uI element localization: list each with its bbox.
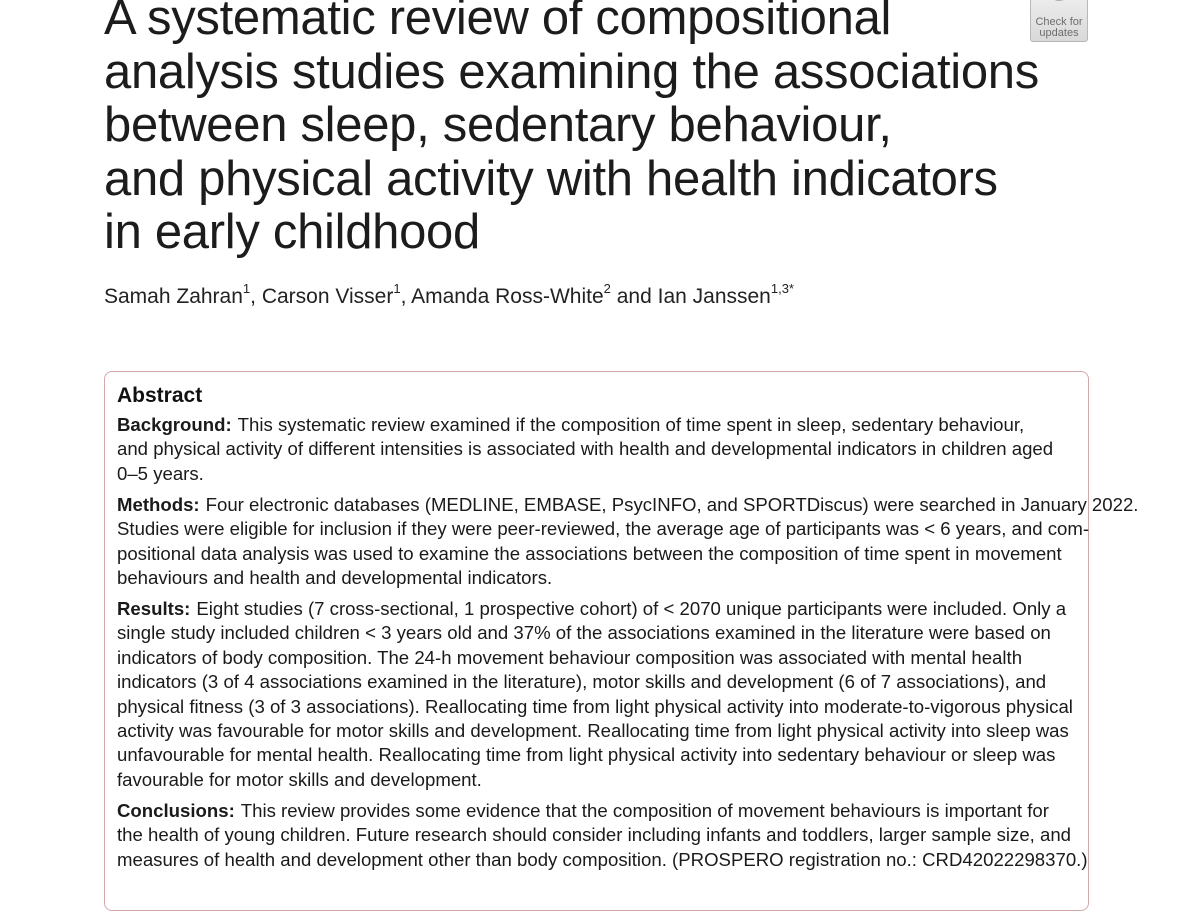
author-name[interactable]: Amanda Ross-White — [411, 285, 604, 308]
abstract-methods — [117, 493, 1139, 591]
author-separator: and — [610, 285, 658, 308]
section-text: Eight studies (7 cross-sectional, 1 prospective cohort) of < 2070 unique participants were included. Only a — [196, 598, 1067, 619]
author-name[interactable]: Carson Visser — [261, 285, 394, 308]
check-for-updates-icon — [1045, 0, 1073, 3]
text-line: Studies were eligible for inclusion if they were peer-reviewed, the average age of participants was < 6 years, and com- — [117, 518, 1090, 540]
text-line: 0–5 years. — [117, 462, 204, 484]
abstract-conclusions — [117, 799, 1088, 872]
text-line: physical fitness (3 of 3 associations). Reallocating time from light physical activity into moderate-to-vigorous physical — [117, 695, 1073, 717]
abstract-background — [117, 413, 1082, 486]
author-name[interactable]: Samah Zahran — [104, 285, 243, 308]
author-affiliation: 2 — [603, 281, 611, 296]
badge-label-line1: Check for — [1035, 16, 1083, 28]
section-label: Results: — [117, 598, 191, 619]
title-line: A systematic review of compositional — [104, 0, 892, 45]
check-for-updates-badge[interactable] — [1030, 0, 1088, 42]
text-line: unfavourable for mental health. Reallocating time from light physical activity into sedentary behaviour or sleep was — [117, 744, 1056, 766]
badge-label-line2: updates — [1039, 27, 1079, 39]
author-list — [104, 283, 794, 311]
author-separator: , — [400, 285, 412, 308]
text-line: favourable for motor skills and development. — [117, 768, 482, 790]
text-line: indicators of body composition. The 24-h movement behaviour composition was associated with mental health — [117, 646, 1023, 668]
article-title — [104, 0, 1039, 260]
author-name[interactable]: Ian Janssen — [657, 285, 771, 308]
title-line: in early childhood — [104, 205, 480, 259]
text-line — [117, 493, 1139, 517]
author-separator: , — [250, 285, 262, 308]
text-line: positional data analysis was used to examine the associations between the composition of time spent in movement — [117, 542, 1062, 564]
title-line: and physical activity with health indicators — [104, 151, 998, 206]
text-line — [117, 799, 1082, 823]
text-line: behaviours and health and developmental indicators. — [117, 567, 553, 589]
title-line: between sleep, sedentary behaviour, — [104, 98, 892, 152]
text-line — [117, 597, 1082, 621]
section-label: Methods: — [117, 494, 200, 515]
abstract-results — [117, 597, 1082, 792]
section-text: This systematic review examined if the composition of time spent in sleep, sedentary behaviour, — [237, 414, 1025, 435]
section-label: Conclusions: — [117, 800, 235, 821]
text-line: indicators (3 of 4 associations examined in the literature), motor skills and development (6 of 7 associations), and — [117, 671, 1047, 693]
section-label: Background: — [117, 414, 232, 435]
title-line: analysis studies examining the associations — [104, 44, 1039, 99]
text-line: the health of young children. Future research should consider including infants and toddlers, larger sample size, and — [117, 824, 1072, 846]
text-line — [117, 413, 1082, 437]
badge-label — [1031, 17, 1087, 39]
section-text: Four electronic databases (MEDLINE, EMBASE, PsycINFO, and SPORTDiscus) were searched in January 2022. — [205, 494, 1139, 515]
text-line: measures of health and development other than body composition. (PROSPERO registration no.: CRD42022298370.) — [117, 848, 1088, 870]
text-line: activity was favourable for motor skills and development. Reallocating time from light physical activity into sleep was — [117, 720, 1069, 742]
author-affiliation: 1 — [393, 281, 401, 296]
abstract-heading: Abstract — [117, 384, 203, 407]
author-affiliation: 1,3* — [770, 281, 794, 296]
text-line: and physical activity of different intensities is associated with health and developmental indicators in children aged — [117, 438, 1054, 460]
section-text: This review provides some evidence that the composition of movement behaviours is important for — [240, 800, 1049, 821]
text-line: single study included children < 3 years old and 37% of the associations examined in the literature were based on — [117, 622, 1051, 644]
author-affiliation: 1 — [242, 281, 251, 296]
